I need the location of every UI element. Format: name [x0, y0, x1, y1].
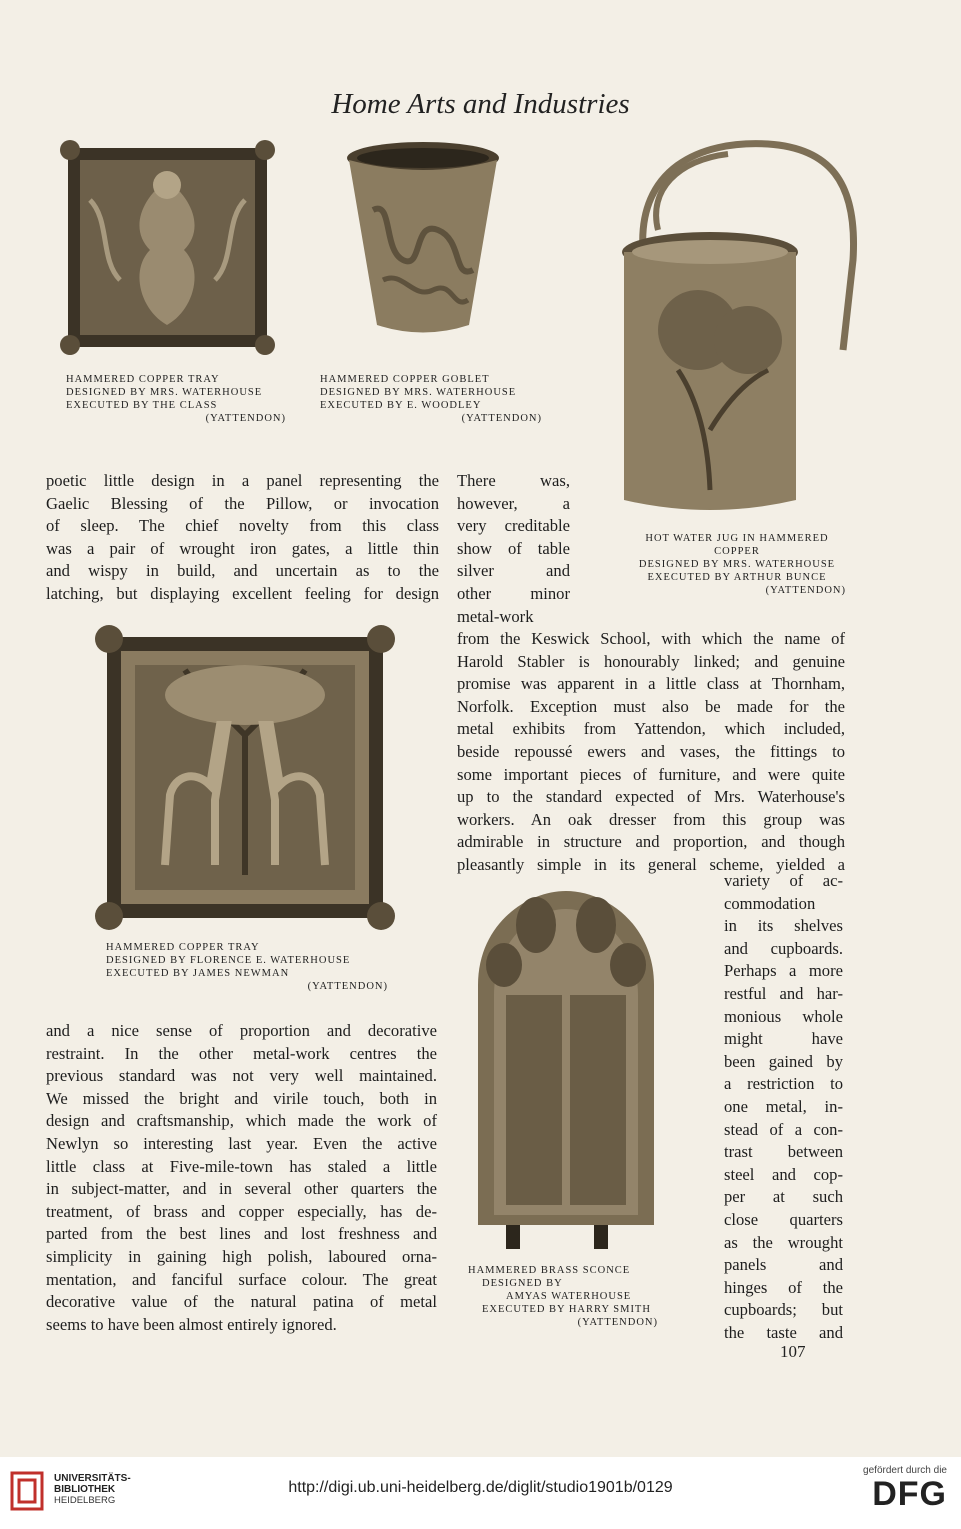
text-line: some important pieces of furniture, and were quite — [457, 764, 845, 784]
text-line: poetic little design in a panel representing the — [46, 471, 439, 490]
text-line: and wispy in build, and uncertain as to the — [46, 561, 439, 581]
text-line: from the Keswick School, with which the name of — [457, 629, 845, 648]
text-line: previous standard was not very well maintained. — [46, 1066, 437, 1086]
text-line: panels and — [724, 1255, 843, 1275]
text-line: in its shelves — [724, 916, 843, 936]
text-line: very creditable — [457, 516, 570, 536]
text-line: was a pair of wrought iron gates, a little thin — [46, 538, 439, 558]
text-line: a restriction to — [724, 1074, 843, 1094]
caption-line: EXECUTED BY E. WOODLEY — [320, 400, 482, 411]
text-line: up to the standard expected of Mrs. Waterhouse's — [457, 787, 845, 807]
text-line: restraint. In the other metal-work centres the — [46, 1043, 437, 1063]
text-line: design and craftsmanship, which made the work of — [46, 1111, 437, 1131]
caption-line: (YATTENDON) — [461, 413, 542, 424]
text-line: trast between — [724, 1142, 843, 1162]
caption-line: (YATTENDON) — [765, 585, 846, 596]
text-line: parted from the best lines and lost freshness and — [46, 1224, 437, 1244]
text-mid-short — [457, 470, 570, 628]
text-line: per at such — [724, 1187, 843, 1207]
caption-line: HAMMERED COPPER GOBLET — [320, 374, 490, 385]
text-left-bottom — [46, 1020, 437, 1336]
caption-line: HAMMERED BRASS SCONCE — [468, 1265, 631, 1276]
caption-line: HAMMERED COPPER TRAY — [106, 942, 260, 953]
text-line: Harold Stabler is honourably linked; and genuine — [457, 651, 845, 671]
funding-text: gefördert durch die — [863, 1465, 947, 1476]
caption-line: (YATTENDON) — [205, 413, 286, 424]
text-line: metal-work — [457, 606, 534, 626]
text-narrow-column — [724, 870, 843, 1344]
text-line: stead of a con- — [724, 1119, 843, 1139]
tray2-caption — [106, 941, 388, 993]
text-line: beside repoussé ewers and vases, the fittings to — [457, 741, 845, 761]
text-line: monious whole — [724, 1006, 843, 1026]
text-line: little class at Five-mile-town has staled a little — [46, 1156, 437, 1176]
text-line: Gaelic Blessing of the Pillow, or invocation — [46, 493, 439, 513]
caption-line: DESIGNED BY — [482, 1278, 563, 1289]
text-line: been gained by — [724, 1051, 843, 1071]
text-line: cupboards; but — [724, 1300, 843, 1320]
text-line: workers. An oak dresser from this group was — [457, 809, 845, 829]
text-line: simplicity in gaining high polish, laboured orna- — [46, 1246, 437, 1266]
text-line: latching, but displaying excellent feeling for design — [46, 583, 439, 603]
text-line: hinges of the — [724, 1277, 843, 1297]
text-right-column — [457, 628, 845, 877]
text-line: variety of ac- — [724, 871, 843, 890]
tray1-caption — [66, 373, 286, 425]
viewer-footer — [0, 1457, 961, 1529]
caption-line: AMYAS WATERHOUSE — [506, 1291, 632, 1302]
text-line: We missed the bright and virile touch, both in — [46, 1088, 437, 1108]
library-city: HEIDELBERG — [54, 1495, 116, 1506]
text-line: There was, — [457, 471, 570, 490]
text-line: Perhaps a more — [724, 961, 843, 981]
text-line: silver and — [457, 561, 570, 581]
text-line: in subject-matter, and in several other quarters the — [46, 1179, 437, 1199]
sconce-caption — [468, 1264, 658, 1329]
text-line: mentation, and fanciful surface colour. The great — [46, 1269, 437, 1289]
text-line: Newlyn so interesting last year. Even the active — [46, 1133, 437, 1153]
text-line: promise was apparent in a little class at Thornham, — [457, 674, 845, 694]
text-line: restful and har- — [724, 983, 843, 1003]
permalink-url[interactable]: http://digi.ub.uni-heidelberg.de/diglit/studio1901b/0129 — [288, 1479, 673, 1496]
dfg-funding-logo[interactable] — [863, 1465, 947, 1512]
text-line: and cupboards. — [724, 938, 843, 958]
brass-sconce-photo — [466, 885, 666, 1250]
text-line: and a nice sense of proportion and decorative — [46, 1021, 437, 1040]
dfg-logo-icon: DFG — [872, 1475, 947, 1513]
caption-line: COPPER — [714, 546, 760, 557]
text-line: close quarters — [724, 1209, 843, 1229]
caption-line: DESIGNED BY FLORENCE E. WATERHOUSE — [106, 955, 351, 966]
caption-line: (YATTENDON) — [307, 981, 388, 992]
caption-line: EXECUTED BY HARRY SMITH — [482, 1304, 651, 1315]
text-line: commodation — [724, 893, 816, 913]
caption-line: DESIGNED BY MRS. WATERHOUSE — [638, 559, 836, 570]
text-line: steel and cop- — [724, 1164, 843, 1184]
jug-caption — [628, 532, 846, 597]
goblet-caption — [320, 373, 542, 425]
text-line: Norfolk. Exception must also be made for the — [457, 696, 845, 716]
caption-line: EXECUTED BY JAMES NEWMAN — [106, 968, 290, 979]
library-name-line: BIBLIOTHEK — [54, 1484, 116, 1495]
text-line: treatment, of brass and copper especially, has de- — [46, 1201, 437, 1221]
running-head: Home Arts and Industries — [331, 88, 630, 120]
text-line: show of table — [457, 538, 570, 558]
text-line: seems to have been almost entirely ignored. — [46, 1314, 337, 1334]
caption-line: HAMMERED COPPER TRAY — [66, 374, 220, 385]
text-line: decorative value of the natural patina of metal — [46, 1292, 437, 1312]
text-line: pleasantly simple in its general scheme, yielded a — [457, 854, 845, 874]
text-line: admirable in structure and proportion, and though — [457, 832, 845, 852]
text-line: the taste and — [724, 1322, 843, 1342]
caption-line: HOT WATER JUG IN HAMMERED — [645, 533, 829, 544]
caption-line: EXECUTED BY THE CLASS — [66, 400, 218, 411]
text-line: one metal, in- — [724, 1096, 843, 1116]
text-line: however, a — [457, 493, 570, 513]
caption-line: EXECUTED BY ARTHUR BUNCE — [647, 572, 827, 583]
copper-goblet-photo — [343, 140, 503, 340]
hot-water-jug-photo — [618, 140, 860, 520]
copper-tray-photo — [60, 140, 275, 355]
text-line: might have — [724, 1029, 843, 1049]
text-line: metal exhibits from Yattendon, which included, — [457, 719, 845, 739]
caption-line: DESIGNED BY MRS. WATERHOUSE — [66, 387, 263, 398]
caption-line: (YATTENDON) — [577, 1317, 658, 1328]
library-name-line: UNIVERSITÄTS- — [54, 1473, 131, 1484]
giraffe-tray-photo — [95, 625, 395, 930]
text-line: as the wrought — [724, 1232, 843, 1252]
page-number: 107 — [780, 1342, 806, 1361]
text-line: other minor — [457, 583, 570, 603]
text-left-top — [46, 470, 439, 606]
caption-line: DESIGNED BY MRS. WATERHOUSE — [320, 387, 517, 398]
text-line: of sleep. The chief novelty from this class — [46, 516, 439, 536]
